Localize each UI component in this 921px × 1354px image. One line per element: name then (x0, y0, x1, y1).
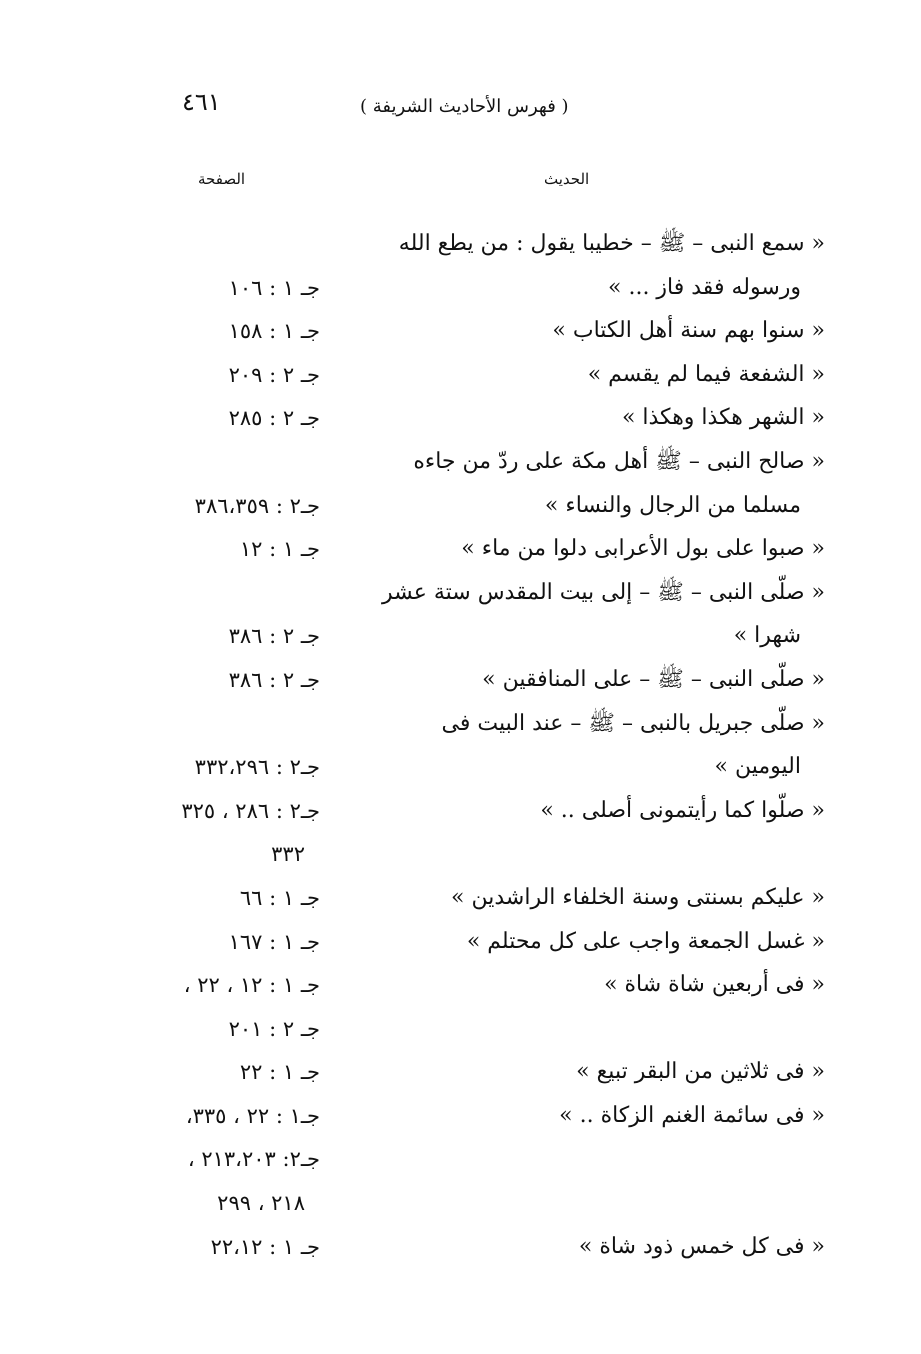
index-row (0, 1015, 921, 1059)
index-row (0, 361, 921, 405)
hadith-text (355, 840, 825, 884)
page-reference: جـ٢ : ٣٣٢،٢٩٦ (194, 755, 320, 780)
page-reference: جـ ٢ : ٣٨٦ (228, 624, 320, 649)
index-row (0, 797, 921, 841)
index-row (0, 1102, 921, 1146)
index-row (0, 1189, 921, 1233)
index-row (0, 753, 921, 797)
index-row (0, 492, 921, 536)
page-reference: جـ ١ : ١٠٦ (228, 275, 320, 300)
page-reference: جـ ١ : ١٢ (239, 537, 320, 562)
hadith-text: « صلّى النبى – ﷺ – إلى بيت المقدس ستة عشر (381, 579, 825, 605)
hadith-text: ورسوله فقد فاز ... » (608, 274, 801, 300)
index-row (0, 622, 921, 666)
page-reference: جـ ٢ : ٣٨٦ (228, 667, 320, 692)
index-row (0, 274, 921, 318)
hadith-text: « فى سائمة الغنم الزكاة .. » (559, 1102, 825, 1128)
hadith-text: « صلّى النبى – ﷺ – على المنافقين » (482, 666, 825, 692)
index-row (0, 1145, 921, 1189)
page-reference: جـ٢ : ٣٨٦،٣٥٩ (194, 493, 320, 518)
hadith-text: « صبوا على بول الأعرابى دلوا من ماء » (461, 536, 825, 562)
page-reference (130, 448, 320, 492)
hadith-text: شهرا » (733, 623, 801, 649)
page-reference: جـ١ : ٢٢ ، ٣٣٥، (185, 1103, 320, 1128)
page-number: ٤٦١ (182, 88, 221, 116)
index-row (0, 1233, 921, 1277)
page-reference: ٣٣٢ (271, 842, 305, 867)
page-reference: جـ ١ : ٢٢،١٢ (210, 1234, 320, 1259)
page-reference: جـ٢: ٢١٣،٢٠٣ ، (187, 1147, 320, 1172)
index-row (0, 928, 921, 972)
index-row (0, 1058, 921, 1102)
page-reference: جـ ١ : ١٢ ، ٢٢ ، (183, 973, 320, 998)
hadith-text (355, 1145, 825, 1189)
hadith-text: اليومين » (714, 754, 801, 780)
page-reference: جـ ١ : ١٦٧ (228, 929, 320, 954)
hadith-text (355, 1015, 825, 1059)
index-row (0, 710, 921, 754)
hadith-text: « فى كل خمس ذود شاة » (578, 1233, 825, 1259)
hadith-text: « سنوا بهم سنة أهل الكتاب » (552, 318, 825, 344)
hadith-text: « الشهر هكذا وهكذا » (621, 405, 825, 431)
page-reference (130, 579, 320, 623)
hadith-text: مسلما من الرجال والنساء » (544, 492, 801, 518)
index-row (0, 317, 921, 361)
page-reference: جـ ١ : ١٥٨ (228, 319, 320, 344)
hadith-text: « صلّوا كما رأيتمونى أصلى .. » (540, 797, 825, 823)
page-reference: جـ ١ : ٦٦ (239, 885, 320, 910)
page-reference: جـ٢ : ٢٨٦ ، ٣٢٥ (181, 798, 320, 823)
running-title: ( فهرس الأحاديث الشريفة ) (360, 96, 569, 117)
page-reference (130, 710, 320, 754)
hadith-text: « فى أربعين شاة شاة » (604, 972, 825, 998)
index-row (0, 404, 921, 448)
index-row (0, 884, 921, 928)
page-reference: جـ ٢ : ٢٨٥ (228, 406, 320, 431)
column-header-page: الصفحة (198, 170, 246, 188)
index-row (0, 971, 921, 1015)
page-reference: جـ ٢ : ٢٠٩ (228, 362, 320, 387)
index-row (0, 666, 921, 710)
index-row (0, 448, 921, 492)
hadith-text: « سمع النبى – ﷺ – خطيبا يقول : من يطع الله (398, 231, 825, 256)
hadith-text (355, 1189, 825, 1233)
hadith-text: « صلّى جبريل بالنبى – ﷺ – عند البيت فى (441, 710, 825, 736)
index-row (0, 230, 921, 274)
index-row (0, 840, 921, 884)
hadith-text: « غسل الجمعة واجب على كل محتلم » (466, 928, 825, 954)
hadith-text: « الشفعة فيما لم يقسم » (587, 361, 825, 387)
hadith-text: « عليكم بسنتى وسنة الخلفاء الراشدين » (451, 884, 825, 910)
page-reference: ٢١٨ ، ٢٩٩ (217, 1191, 305, 1216)
column-header-hadith: الحديث (544, 170, 590, 188)
hadith-text: « صالح النبى – ﷺ أهل مكة على ردّ من جاءه (413, 448, 825, 474)
hadith-text: « فى ثلاثين من البقر تبيع » (576, 1059, 825, 1085)
page-reference: جـ ٢ : ٢٠١ (228, 1016, 320, 1041)
page-reference (130, 230, 320, 274)
hadith-index-list (0, 230, 921, 1276)
index-row (0, 535, 921, 579)
index-row (0, 579, 921, 623)
page-reference: جـ ١ : ٢٢ (239, 1060, 320, 1085)
